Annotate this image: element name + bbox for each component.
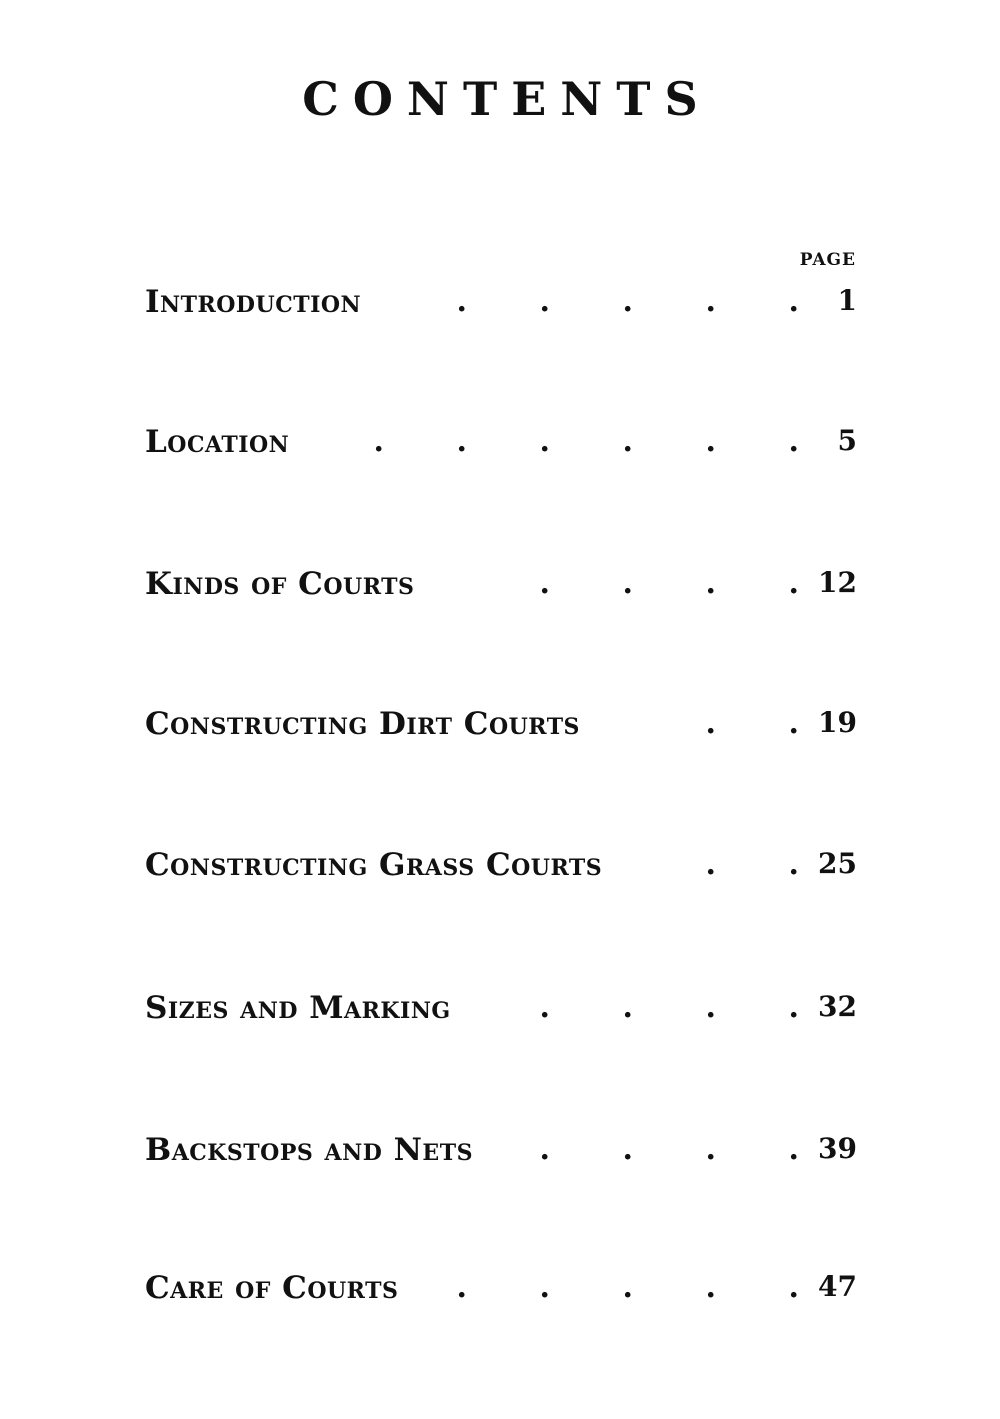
leader-dot: . [788,424,799,459]
leader-dot: . [539,284,550,319]
dot-leader [467,990,799,1025]
leader-dot: . [788,990,799,1025]
leader-dot: . [539,566,550,601]
dot-leader [384,1270,799,1305]
dot-leader [467,1132,799,1167]
dot-leader [633,847,799,882]
toc-entry-title: Kinds of Courts [145,566,415,602]
leader-dot: . [705,1132,716,1167]
toc-entry[interactable] [145,1270,857,1310]
toc-entry-page: 47 [818,1270,857,1303]
dot-leader [384,284,799,319]
leader-dot: . [456,284,467,319]
leader-dot: . [705,847,716,882]
toc-entry[interactable] [145,847,857,887]
leader-dot: . [705,706,716,741]
toc-entry-title: Constructing Dirt Courts [145,706,580,742]
leader-dot: . [788,847,799,882]
leader-dot: . [622,566,633,601]
leader-dot: . [788,1132,799,1167]
leader-dot: . [705,284,716,319]
toc-entry[interactable] [145,566,857,606]
leader-dot: . [622,424,633,459]
dot-leader [633,706,799,741]
dot-leader [467,566,799,601]
toc-entry[interactable] [145,990,857,1030]
leader-dot: . [788,566,799,601]
toc-entry-title: Introduction [145,284,362,320]
leader-dot: . [705,1270,716,1305]
toc-entry-page: 12 [818,566,857,599]
leader-dot: . [622,1132,633,1167]
leader-dot: . [539,1270,550,1305]
leader-dot: . [788,1270,799,1305]
toc-entry-title: Location [145,424,290,460]
toc-entry-title: Constructing Grass Courts [145,847,603,883]
toc-entry[interactable] [145,706,857,746]
toc-entry[interactable] [145,284,857,324]
toc-entry-page: 39 [818,1132,857,1165]
leader-dot: . [373,424,384,459]
leader-dot: . [705,566,716,601]
leader-dot: . [539,424,550,459]
toc-entry[interactable] [145,424,857,464]
toc-entry-page: 19 [818,706,857,739]
toc-entry-title: Backstops and Nets [145,1132,473,1168]
leader-dot: . [456,424,467,459]
toc-entry-page: 5 [837,424,857,457]
page-column-label: PAGE [799,250,856,270]
leader-dot: . [622,284,633,319]
leader-dot: . [539,1132,550,1167]
leader-dot: . [539,990,550,1025]
toc-entry-title: Sizes and Marking [145,990,451,1026]
toc-entry-page: 32 [818,990,857,1023]
page-title: CONTENTS [302,72,712,126]
leader-dot: . [456,1270,467,1305]
leader-dot: . [705,424,716,459]
leader-dot: . [788,706,799,741]
leader-dot: . [788,284,799,319]
toc-entry-title: Care of Courts [145,1270,399,1306]
toc-entry[interactable] [145,1132,857,1172]
leader-dot: . [622,1270,633,1305]
leader-dot: . [705,990,716,1025]
toc-entry-page: 25 [818,847,857,880]
leader-dot: . [622,990,633,1025]
toc-entry-page: 1 [837,284,857,317]
dot-leader [301,424,799,459]
